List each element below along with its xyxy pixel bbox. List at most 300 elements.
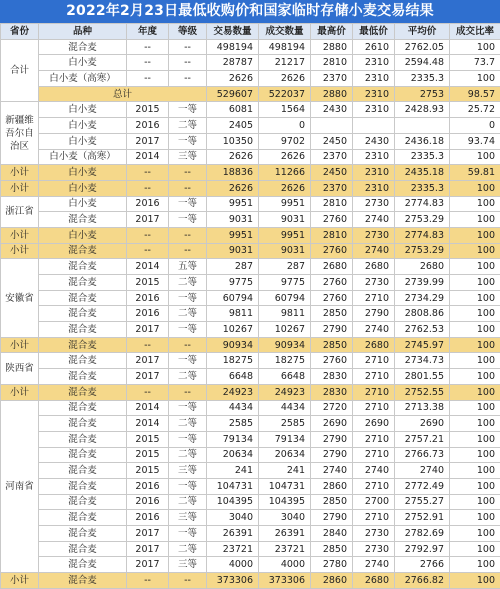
table-row — [1, 133, 500, 149]
table-cell: 3040 — [207, 510, 259, 526]
table-cell: -- — [169, 337, 207, 353]
table-cell: 6648 — [259, 369, 311, 385]
subtotal-row — [1, 165, 500, 181]
table-row — [1, 275, 500, 291]
table-cell: 98.57 — [450, 86, 500, 102]
table-cell: 104731 — [207, 478, 259, 494]
table-cell: 100 — [450, 431, 500, 447]
table-cell: 三等 — [169, 463, 207, 479]
table-cell: 20634 — [259, 447, 311, 463]
table-cell: 10267 — [207, 322, 259, 338]
table-cell: 2790 — [353, 306, 395, 322]
table-cell: 2017 — [127, 557, 169, 573]
table-cell: 498194 — [207, 39, 259, 55]
table-row — [1, 55, 500, 71]
table-cell: 2762.05 — [395, 39, 450, 55]
table-row — [1, 400, 500, 416]
table-cell: 2880 — [311, 39, 353, 55]
table-cell: 3040 — [259, 510, 311, 526]
table-cell: 2626 — [207, 149, 259, 165]
table-cell: 一等 — [169, 133, 207, 149]
table-cell: 2760 — [311, 275, 353, 291]
table-cell: 2710 — [353, 384, 395, 400]
table-cell: 一等 — [169, 431, 207, 447]
table-cell: 白小麦 — [39, 180, 127, 196]
table-cell: 522037 — [259, 86, 311, 102]
table-cell: 混合麦 — [39, 400, 127, 416]
table-cell: 混合麦 — [39, 290, 127, 306]
table-cell: 2757.21 — [395, 431, 450, 447]
table-cell: 2700 — [353, 494, 395, 510]
table-cell: 白小麦（高寒） — [39, 149, 127, 165]
table-cell: 26391 — [259, 526, 311, 542]
table-cell: 混合麦 — [39, 259, 127, 275]
table-cell: 2310 — [353, 86, 395, 102]
table-cell: 2428.93 — [395, 102, 450, 118]
table-cell: 2810 — [311, 227, 353, 243]
row-label: 小计 — [1, 165, 39, 181]
table-row — [1, 478, 500, 494]
table-cell: 2710 — [353, 447, 395, 463]
table-cell: 2017 — [127, 322, 169, 338]
table-cell: 100 — [450, 275, 500, 291]
table-cell: 混合麦 — [39, 243, 127, 259]
table-cell: 1564 — [259, 102, 311, 118]
table-cell: 2016 — [127, 118, 169, 134]
table-cell: 2710 — [353, 478, 395, 494]
table-cell: 2015 — [127, 463, 169, 479]
results-table — [0, 23, 500, 589]
table-cell: 9702 — [259, 133, 311, 149]
table-cell: 59.81 — [450, 165, 500, 181]
table-row — [1, 557, 500, 573]
table-cell: 2430 — [311, 102, 353, 118]
table-cell: 10350 — [207, 133, 259, 149]
table-cell: 2740 — [311, 463, 353, 479]
table-cell: 2680 — [353, 259, 395, 275]
table-cell: -- — [169, 165, 207, 181]
table-cell: 373306 — [207, 573, 259, 589]
col-header: 品种 — [39, 24, 127, 40]
table-row — [1, 306, 500, 322]
table-cell: 2626 — [207, 71, 259, 87]
subtotal-row — [1, 384, 500, 400]
subtotal-row — [1, 243, 500, 259]
table-cell: 498194 — [259, 39, 311, 55]
table-cell: 2017 — [127, 526, 169, 542]
table-cell: 二等 — [169, 275, 207, 291]
col-header: 省份 — [1, 24, 39, 40]
table-cell: 2015 — [127, 431, 169, 447]
table-cell: 混合麦 — [39, 494, 127, 510]
table-cell: 9031 — [259, 212, 311, 228]
table-cell: 三等 — [169, 149, 207, 165]
table-cell: 100 — [450, 447, 500, 463]
table-cell: 2626 — [207, 180, 259, 196]
table-cell: 100 — [450, 526, 500, 542]
table-row — [1, 102, 500, 118]
table-cell: 2766.73 — [395, 447, 450, 463]
col-header: 最低价 — [353, 24, 395, 40]
table-cell: 100 — [450, 337, 500, 353]
table-cell: 9811 — [259, 306, 311, 322]
col-header: 等级 — [169, 24, 207, 40]
table-cell: 2017 — [127, 212, 169, 228]
table-cell: 2766 — [395, 557, 450, 573]
table-cell: 100 — [450, 463, 500, 479]
table-cell: 混合麦 — [39, 353, 127, 369]
table-cell: 2680 — [353, 573, 395, 589]
table-cell: 2435.18 — [395, 165, 450, 181]
table-cell: 2436.18 — [395, 133, 450, 149]
table-cell: 100 — [450, 227, 500, 243]
table-cell: 2790 — [311, 447, 353, 463]
table-cell: 100 — [450, 180, 500, 196]
table-cell: 2730 — [353, 227, 395, 243]
table-cell: 2766.82 — [395, 573, 450, 589]
table-cell: 28787 — [207, 55, 259, 71]
page-title: 2022年2月23日最低收购价和国家临时存储小麦交易结果 — [0, 0, 500, 23]
table-cell: 2450 — [311, 165, 353, 181]
table-cell: 10267 — [259, 322, 311, 338]
table-cell: 2762.53 — [395, 322, 450, 338]
table-cell: 2016 — [127, 196, 169, 212]
table-cell: 2840 — [311, 526, 353, 542]
table-cell: 2740 — [353, 243, 395, 259]
table-cell: -- — [127, 180, 169, 196]
table-cell: -- — [169, 243, 207, 259]
table-cell: 18275 — [207, 353, 259, 369]
table-cell: 白小麦 — [39, 165, 127, 181]
subtotal-row — [1, 337, 500, 353]
row-label: 小计 — [1, 337, 39, 353]
col-header: 最高价 — [311, 24, 353, 40]
table-cell: 373306 — [259, 573, 311, 589]
table-cell: 混合麦 — [39, 541, 127, 557]
table-cell: 2017 — [127, 133, 169, 149]
table-cell: 100 — [450, 243, 500, 259]
table-cell: 一等 — [169, 212, 207, 228]
table-cell: 白小麦 — [39, 196, 127, 212]
table-cell: 2585 — [207, 416, 259, 432]
table-cell: 2430 — [353, 133, 395, 149]
province-cell: 安徽省 — [1, 259, 39, 337]
table-cell: -- — [127, 384, 169, 400]
table-cell: 2626 — [259, 149, 311, 165]
table-cell — [395, 118, 450, 134]
table-cell: 18836 — [207, 165, 259, 181]
table-cell: 9031 — [207, 243, 259, 259]
table-cell: 2710 — [353, 353, 395, 369]
table-cell: 93.74 — [450, 133, 500, 149]
table-cell: 二等 — [169, 494, 207, 510]
table-cell: 100 — [450, 259, 500, 275]
row-label: 小计 — [1, 180, 39, 196]
table-cell: -- — [169, 180, 207, 196]
table-cell: 90934 — [207, 337, 259, 353]
table-cell: 白小麦 — [39, 102, 127, 118]
subtotal-row — [1, 227, 500, 243]
table-cell: 二等 — [169, 416, 207, 432]
table-row — [1, 416, 500, 432]
province-cell: 新疆维吾尔自治区 — [1, 102, 39, 165]
table-cell: 2753.29 — [395, 212, 450, 228]
table-cell: 2753.29 — [395, 243, 450, 259]
table-cell: 2370 — [311, 149, 353, 165]
table-row — [1, 541, 500, 557]
table-cell: 混合麦 — [39, 322, 127, 338]
table-cell: 混合麦 — [39, 447, 127, 463]
table-cell: 100 — [450, 573, 500, 589]
table-cell: 混合麦 — [39, 573, 127, 589]
table-cell: 2713.38 — [395, 400, 450, 416]
table-cell: 2310 — [353, 165, 395, 181]
table-cell: 9775 — [207, 275, 259, 291]
table-cell: 2730 — [353, 526, 395, 542]
table-row — [1, 71, 500, 87]
table-cell: 100 — [450, 322, 500, 338]
table-cell: 2830 — [311, 369, 353, 385]
table-cell: 2710 — [353, 431, 395, 447]
province-cell: 合计 — [1, 39, 39, 102]
col-header: 成交数量 — [259, 24, 311, 40]
table-cell: 4434 — [259, 400, 311, 416]
table-cell: 2760 — [311, 290, 353, 306]
table-cell: 2017 — [127, 369, 169, 385]
table-cell: 2370 — [311, 180, 353, 196]
table-cell: 混合麦 — [39, 369, 127, 385]
table-cell: 混合麦 — [39, 306, 127, 322]
table-row — [1, 196, 500, 212]
table-cell: 104395 — [207, 494, 259, 510]
table-cell: 2860 — [311, 573, 353, 589]
table-row — [1, 149, 500, 165]
table-cell: 二等 — [169, 541, 207, 557]
table-cell: 100 — [450, 541, 500, 557]
table-cell: 二等 — [169, 369, 207, 385]
table-row — [1, 494, 500, 510]
table-cell: 100 — [450, 149, 500, 165]
table-cell: 混合麦 — [39, 478, 127, 494]
table-cell: 2734.29 — [395, 290, 450, 306]
table-cell: -- — [127, 243, 169, 259]
table-cell: 三等 — [169, 557, 207, 573]
table-cell: 2740 — [353, 557, 395, 573]
table-cell: 9951 — [259, 196, 311, 212]
table-cell: 2850 — [311, 541, 353, 557]
table-cell: 2774.83 — [395, 196, 450, 212]
table-cell: 287 — [259, 259, 311, 275]
table-cell: 2310 — [353, 55, 395, 71]
table-cell: 9951 — [259, 227, 311, 243]
table-cell: 100 — [450, 384, 500, 400]
table-cell: 21217 — [259, 55, 311, 71]
table-cell: 100 — [450, 369, 500, 385]
table-cell: 100 — [450, 290, 500, 306]
table-cell: 100 — [450, 510, 500, 526]
table-cell: 混合麦 — [39, 526, 127, 542]
table-cell: 白小麦（高寒） — [39, 71, 127, 87]
table-cell: 2014 — [127, 416, 169, 432]
table-cell — [353, 118, 395, 134]
table-cell: 9811 — [207, 306, 259, 322]
table-cell: 60794 — [259, 290, 311, 306]
table-cell: 25.72 — [450, 102, 500, 118]
table-cell: 2850 — [311, 494, 353, 510]
table-row — [1, 369, 500, 385]
table-cell: 2739.99 — [395, 275, 450, 291]
table-cell: 2790 — [311, 322, 353, 338]
table-cell: 2690 — [395, 416, 450, 432]
table-cell: 4000 — [207, 557, 259, 573]
table-cell: 2626 — [259, 180, 311, 196]
table-cell: 2310 — [353, 71, 395, 87]
table-cell: 一等 — [169, 400, 207, 416]
table-cell: 18275 — [259, 353, 311, 369]
table-cell: 4434 — [207, 400, 259, 416]
table-cell: -- — [127, 165, 169, 181]
table-cell: -- — [169, 227, 207, 243]
table-cell: 100 — [450, 400, 500, 416]
table-row — [1, 431, 500, 447]
table-cell: 2830 — [311, 384, 353, 400]
table-row — [1, 118, 500, 134]
table-cell: 2730 — [353, 541, 395, 557]
table-cell: 2014 — [127, 149, 169, 165]
table-cell: 一等 — [169, 478, 207, 494]
table-row — [1, 39, 500, 55]
table-cell: 24923 — [207, 384, 259, 400]
table-cell: 287 — [207, 259, 259, 275]
table-cell: 2310 — [353, 149, 395, 165]
table-cell: 2585 — [259, 416, 311, 432]
table-cell: 混合麦 — [39, 510, 127, 526]
table-cell: 2450 — [311, 133, 353, 149]
table-cell: 2626 — [259, 71, 311, 87]
province-cell: 浙江省 — [1, 196, 39, 227]
subtotal-row — [1, 180, 500, 196]
table-cell: 100 — [450, 557, 500, 573]
table-cell: 241 — [207, 463, 259, 479]
table-cell: 24923 — [259, 384, 311, 400]
table-cell: 2015 — [127, 275, 169, 291]
table-cell: 2734.73 — [395, 353, 450, 369]
table-cell: 104395 — [259, 494, 311, 510]
table-cell: 2016 — [127, 494, 169, 510]
table-cell: 2310 — [353, 180, 395, 196]
table-row — [1, 526, 500, 542]
table-cell: 26391 — [207, 526, 259, 542]
table-cell: 2860 — [311, 478, 353, 494]
table-cell: 2730 — [353, 275, 395, 291]
table-cell: 混合麦 — [39, 39, 127, 55]
table-cell: 二等 — [169, 306, 207, 322]
table-cell: -- — [127, 39, 169, 55]
table-cell: 白小麦 — [39, 118, 127, 134]
table-cell: 9951 — [207, 196, 259, 212]
table-cell: 2760 — [311, 212, 353, 228]
table-cell: 2335.3 — [395, 149, 450, 165]
table-cell: 2810 — [311, 55, 353, 71]
table-cell: 2015 — [127, 447, 169, 463]
table-cell: 2014 — [127, 259, 169, 275]
table-cell: 6081 — [207, 102, 259, 118]
table-cell: 一等 — [169, 526, 207, 542]
table-cell: 100 — [450, 416, 500, 432]
table-cell: -- — [127, 573, 169, 589]
table-cell: 2755.27 — [395, 494, 450, 510]
table-cell: 2745.97 — [395, 337, 450, 353]
table-cell: 一等 — [169, 102, 207, 118]
table-cell: 2370 — [311, 71, 353, 87]
table-cell: 混合麦 — [39, 212, 127, 228]
table-cell: 2014 — [127, 400, 169, 416]
table-cell: 2801.55 — [395, 369, 450, 385]
table-cell: 60794 — [207, 290, 259, 306]
table-cell: 2780 — [311, 557, 353, 573]
table-cell: 混合麦 — [39, 337, 127, 353]
table-row — [1, 510, 500, 526]
table-cell: 2810 — [311, 196, 353, 212]
table-cell: -- — [127, 55, 169, 71]
table-cell: 2016 — [127, 510, 169, 526]
table-cell: 2710 — [353, 510, 395, 526]
table-cell: 2740 — [353, 463, 395, 479]
table-cell: 2760 — [311, 353, 353, 369]
table-cell: 2690 — [353, 416, 395, 432]
table-cell: 20634 — [207, 447, 259, 463]
province-cell: 河南省 — [1, 400, 39, 573]
table-cell: 0 — [450, 118, 500, 134]
table-cell: 2790 — [311, 510, 353, 526]
table-cell: 2792.97 — [395, 541, 450, 557]
table-cell: 2850 — [311, 306, 353, 322]
table-cell: 100 — [450, 212, 500, 228]
table-cell: 2790 — [311, 431, 353, 447]
table-cell: 混合麦 — [39, 463, 127, 479]
table-cell: 100 — [450, 39, 500, 55]
table-cell: 2017 — [127, 353, 169, 369]
col-header: 交易数量 — [207, 24, 259, 40]
table-cell: 二等 — [169, 118, 207, 134]
table-cell: -- — [169, 39, 207, 55]
table-cell: 2405 — [207, 118, 259, 134]
table-cell: 100 — [450, 494, 500, 510]
table-row — [1, 290, 500, 306]
table-cell: 2730 — [353, 196, 395, 212]
table-cell: 白小麦 — [39, 133, 127, 149]
table-cell: 9031 — [259, 243, 311, 259]
table-cell: 0 — [259, 118, 311, 134]
col-header: 成交比率 — [450, 24, 500, 40]
table-row — [1, 322, 500, 338]
table-cell: 2752.91 — [395, 510, 450, 526]
table-cell: 2710 — [353, 290, 395, 306]
table-cell: 6648 — [207, 369, 259, 385]
table-cell: 二等 — [169, 447, 207, 463]
table-cell: 104731 — [259, 478, 311, 494]
table-cell: 2310 — [353, 102, 395, 118]
table-row — [1, 447, 500, 463]
table-cell: 9775 — [259, 275, 311, 291]
table-cell: -- — [127, 71, 169, 87]
col-header: 年度 — [127, 24, 169, 40]
table-body — [1, 39, 500, 588]
table-cell: 100 — [450, 353, 500, 369]
table-cell: 2710 — [353, 369, 395, 385]
table-cell: -- — [169, 71, 207, 87]
table-cell: 79134 — [207, 431, 259, 447]
